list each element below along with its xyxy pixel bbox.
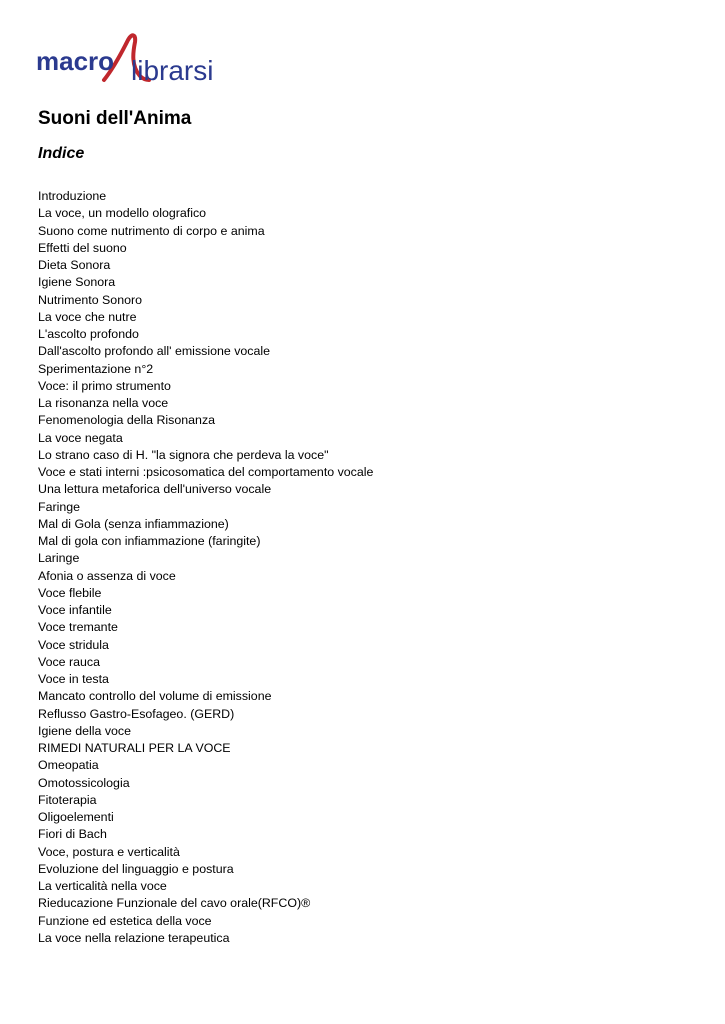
toc-entry: Voce rauca bbox=[38, 654, 100, 669]
toc-entry: La risonanza nella voce bbox=[38, 396, 169, 410]
toc-entry: Introduzione bbox=[38, 189, 107, 203]
toc-entry: Fitoterapia bbox=[38, 792, 97, 807]
section-title-index: Indice bbox=[38, 145, 85, 162]
toc-entry: Evoluzione del linguaggio e postura bbox=[38, 861, 234, 876]
toc-entry: Afonia o assenza di voce bbox=[38, 568, 176, 583]
toc-entry: Voce flebile bbox=[38, 585, 102, 600]
toc-entry: Fenomenologia della Risonanza bbox=[38, 413, 216, 428]
toc-entry: Oligoelementi bbox=[38, 810, 114, 824]
toc-entry: Omeopatia bbox=[38, 758, 99, 773]
toc-entry: Mancato controllo del volume di emissione bbox=[38, 689, 272, 704]
toc-entry: La voce che nutre bbox=[38, 309, 137, 324]
toc-entry: Nutrimento Sonoro bbox=[38, 292, 142, 307]
toc-entry: Lo strano caso di H. "la signora che perdeva la voce" bbox=[38, 447, 329, 462]
toc-entry: Voce infantile bbox=[38, 603, 112, 617]
toc-entry: Laringe bbox=[38, 551, 80, 566]
toc-entry: La voce nella relazione terapeutica bbox=[38, 930, 230, 945]
toc-entry: L'ascolto profondo bbox=[38, 327, 139, 341]
toc-entry: Effetti del suono bbox=[38, 240, 127, 255]
toc-entry: Voce, postura e verticalità bbox=[38, 844, 180, 859]
toc-entry: La verticalità nella voce bbox=[38, 879, 167, 893]
toc-entry: Igiene Sonora bbox=[38, 275, 116, 290]
toc-entry: Suono come nutrimento di corpo e anima bbox=[38, 223, 265, 238]
macrolibrarsi-logo bbox=[36, 30, 232, 90]
toc-entry: Sperimentazione n°2 bbox=[38, 361, 154, 376]
toc-entry: Una lettura metaforica dell'universo vocale bbox=[38, 482, 272, 497]
toc-entry: Dieta Sonora bbox=[38, 258, 111, 272]
toc-entry: Rieducazione Funzionale del cavo orale(RFCO)® bbox=[38, 896, 311, 911]
logo-text-librarsi: librarsi bbox=[131, 55, 214, 86]
toc-entry: La voce, un modello olografico bbox=[38, 206, 207, 221]
toc-entry: Voce in testa bbox=[38, 672, 109, 686]
toc-entry: Mal di Gola (senza infiammazione) bbox=[38, 516, 229, 531]
toc-entry: Omotossicologia bbox=[38, 775, 130, 790]
toc-entry: Voce stridula bbox=[38, 637, 109, 652]
toc-entry: Faringe bbox=[38, 499, 81, 514]
toc-entry: Igiene della voce bbox=[38, 723, 131, 738]
toc-entry: Reflusso Gastro-Esofageo. (GERD) bbox=[38, 706, 235, 721]
toc-entry: La voce negata bbox=[38, 430, 123, 445]
toc-entry: Voce: il primo strumento bbox=[38, 378, 171, 393]
table-of-contents bbox=[38, 188, 373, 947]
toc-entry: Dall'ascolto profondo all' emissione vocale bbox=[38, 344, 271, 359]
toc-entry: Voce tremante bbox=[38, 620, 118, 635]
toc-entry: Voce e stati interni :psicosomatica del comportamento vocale bbox=[38, 465, 374, 479]
toc-entry: Funzione ed estetica della voce bbox=[38, 913, 212, 928]
toc-entry: RIMEDI NATURALI PER LA VOCE bbox=[38, 741, 231, 755]
toc-entry: Mal di gola con infiammazione (faringite) bbox=[38, 534, 261, 548]
toc-entry: Fiori di Bach bbox=[38, 827, 107, 842]
logo-text-macro: macro bbox=[36, 46, 115, 76]
book-title: Suoni dell'Anima bbox=[38, 108, 192, 129]
